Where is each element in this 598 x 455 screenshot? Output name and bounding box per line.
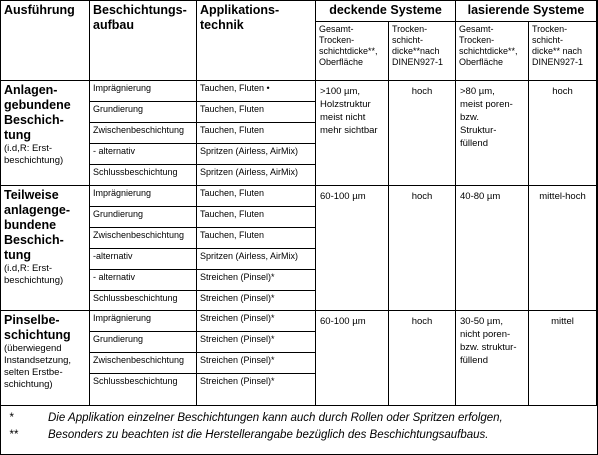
table-row-technik: Streichen (Pinsel)* — [197, 332, 316, 353]
table-row-aufbau: Schlussbeschichtung — [90, 291, 197, 311]
deckend-gesamt-value: 60-100 µm — [316, 186, 389, 311]
header-deckende-systeme: deckende Systeme — [316, 1, 456, 22]
deckend-gesamt-value: >100 µm, Holzstruktur meist nicht mehr sichtbar — [316, 81, 389, 186]
header-lasierende-systeme: lasierende Systeme — [456, 1, 597, 22]
table-row-technik: Streichen (Pinsel)* — [197, 291, 316, 311]
group-teilweise-title — [1, 186, 90, 311]
footnote-2 — [9, 428, 589, 442]
table-row-aufbau: Schlussbeschichtung — [90, 165, 197, 186]
header-applikationstechnik: Applikations- technik — [197, 1, 316, 81]
table-row-technik: Streichen (Pinsel)* — [197, 311, 316, 332]
table-row-aufbau: Grundierung — [90, 332, 197, 353]
group-note: (überwiegend Instandsetzung, selten Erstbe- schichtung) — [4, 343, 72, 390]
table-row-aufbau: Schlussbeschichtung — [90, 374, 197, 406]
table-row-technik: Streichen (Pinsel)* — [197, 270, 316, 291]
table-row-technik: Tauchen, Fluten — [197, 186, 316, 207]
subheader-gesamt-deckend: Gesamt- Trocken- schichtdicke**, Oberfläche — [316, 22, 389, 81]
table-row-technik: Spritzen (Airless, AirMix) — [197, 165, 316, 186]
header-beschichtungsaufbau: Beschichtungs- aufbau — [90, 1, 197, 81]
lasierend-trocken-value: mittel-hoch — [529, 186, 597, 311]
footnote-text: Die Applikation einzelner Beschichtungen kann auch durch Rollen oder Spritzen erfolgen, — [48, 412, 503, 424]
table-row-aufbau: Zwischenbeschichtung — [90, 353, 197, 374]
table-row-aufbau: Imprägnierung — [90, 311, 197, 332]
subheader-trocken-deckend: Trocken- schicht- dicke**nach DINEN927-1 — [389, 22, 456, 81]
lasierend-trocken-value: mittel — [529, 311, 597, 406]
table-row-technik: Tauchen, Fluten — [197, 228, 316, 249]
group-anlagengebunden-title — [1, 81, 90, 186]
table-row-technik: Spritzen (Airless, AirMix) — [197, 144, 316, 165]
group-title: Pinselbe- schichtung — [4, 313, 71, 342]
deckend-gesamt-value: 60-100 µm — [316, 311, 389, 406]
footnote-mark: ** — [9, 429, 18, 441]
table-row-technik: Tauchen, Fluten — [197, 102, 316, 123]
deckend-trocken-value: hoch — [389, 186, 456, 311]
group-title: Teilweise anlagenge- bundene Beschich- tung — [4, 188, 70, 262]
header-ausfuehrung: Ausführung — [1, 1, 90, 81]
deckend-trocken-value: hoch — [389, 311, 456, 406]
table-row-aufbau: - alternativ — [90, 144, 197, 165]
group-title: Anlagen- gebundene Beschich- tung — [4, 83, 71, 142]
footnote-mark: * — [9, 412, 14, 424]
table-row-aufbau: Grundierung — [90, 207, 197, 228]
table-row-technik: Streichen (Pinsel)* — [197, 353, 316, 374]
lasierend-gesamt-value: 30-50 µm, nicht poren- bzw. struktur- füllend — [456, 311, 529, 406]
subheader-gesamt-lasierend: Gesamt- Trocken- schichtdicke**, Oberfläche — [456, 22, 529, 81]
group-note: (i.d,R: Erst- beschichtung) — [4, 143, 64, 166]
footnote-text: Besonders zu beachten ist die Herstellerangabe bezüglich des Beschichtungsaufbaus. — [48, 429, 489, 441]
group-note: (i.d,R: Erst- beschichtung) — [4, 263, 64, 286]
table-row-technik: Tauchen, Fluten — [197, 123, 316, 144]
table-row-aufbau: Grundierung — [90, 102, 197, 123]
lasierend-gesamt-value: 40-80 µm — [456, 186, 529, 311]
table-row-technik: Spritzen (Airless, AirMix) — [197, 249, 316, 270]
table-row-aufbau: - alternativ — [90, 270, 197, 291]
footnote-1 — [9, 411, 589, 425]
deckend-trocken-value: hoch — [389, 81, 456, 186]
table-row-technik: Tauchen, Fluten — [197, 207, 316, 228]
lasierend-gesamt-value: >80 µm, meist poren- bzw. Struktur- füllend — [456, 81, 529, 186]
table-row-aufbau: Zwischenbeschichtung — [90, 123, 197, 144]
group-pinsel-title — [1, 311, 90, 406]
table-row-aufbau: -alternativ — [90, 249, 197, 270]
table-row-aufbau: Imprägnierung — [90, 81, 197, 102]
table-row-aufbau: Zwischenbeschichtung — [90, 228, 197, 249]
subheader-trocken-lasierend: Trocken- schicht- dicke** nach DINEN927-1 — [529, 22, 597, 81]
table-row-aufbau: Imprägnierung — [90, 186, 197, 207]
table-row-technik: Tauchen, Fluten • — [197, 81, 316, 102]
table-row-technik: Streichen (Pinsel)* — [197, 374, 316, 406]
lasierend-trocken-value: hoch — [529, 81, 597, 186]
